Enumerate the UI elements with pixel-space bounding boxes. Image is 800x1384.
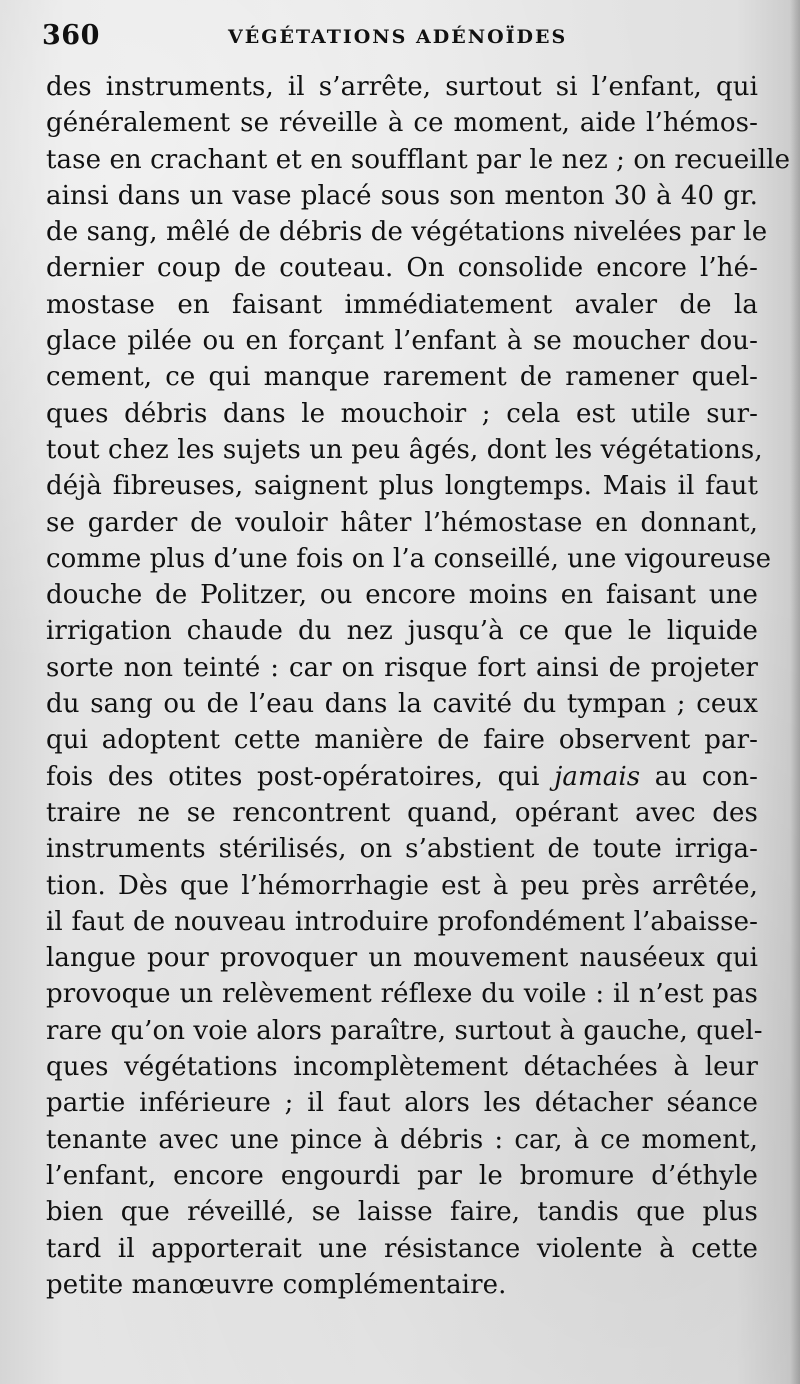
text-line-31: l’enfant, encore engourdi par le bromure d’éthyle <box>46 1160 758 1191</box>
running-title: VÉGÉTATIONS ADÉNOÏDES <box>228 26 568 48</box>
text-line-7: mostase en faisant immédiatement avaler de la <box>46 289 758 320</box>
text-line-27: rare qu’on voie alors paraître, surtout à gauche, quel- <box>46 1015 763 1046</box>
text-line-10: ques débris dans le mouchoir ; cela est utile sur- <box>46 398 758 429</box>
text-line-15: douche de Politzer, ou encore moins en faisant une <box>46 580 758 611</box>
text-line-13: se garder de vouloir hâter l’hémostase en donnant, <box>46 507 758 538</box>
text-line-17: sorte non teinté : car on risque fort ainsi de projeter <box>46 652 758 683</box>
text-line-20-end: au con- <box>654 761 758 792</box>
text-line-11: tout chez les sujets un peu âgés, dont les végétations, <box>46 434 763 465</box>
running-head <box>42 18 752 54</box>
text-line-8: glace pilée ou en forçant l’enfant à se moucher dou- <box>46 326 758 357</box>
page-number: 360 <box>42 20 100 51</box>
page-edge-shadow <box>790 0 800 1384</box>
text-line-2: généralement se réveille à ce moment, aide l’hémos- <box>46 108 758 139</box>
text-line-32: bien que réveillé, se laisse faire, tandis que plus <box>46 1197 758 1228</box>
text-line-19: qui adoptent cette manière de faire observent par- <box>46 725 758 756</box>
text-line-6: dernier coup de couteau. On consolide encore l’hé- <box>46 253 758 284</box>
text-line-24: il faut de nouveau introduire profondément l’abaisse- <box>46 906 758 937</box>
text-line-5: de sang, mêlé de débris de végétations nivelées par le <box>46 217 768 248</box>
text-line-20-start: fois des otites post-opératoires, qui <box>46 761 540 792</box>
text-line-26: provoque un relèvement réflexe du voile : il n’est pas <box>46 979 758 1010</box>
text-line-25: langue pour provoquer un mouvement nauséeux qui <box>46 943 758 974</box>
text-line-9: cement, ce qui manque rarement de ramener quel- <box>46 362 758 393</box>
body-text <box>46 69 791 1303</box>
italic-word: jamais <box>554 761 641 792</box>
text-line-33: tard il apporterait une résistance violente à cette <box>46 1233 758 1264</box>
text-line-3: tase en crachant et en soufflant par le nez ; on recueille <box>46 144 791 175</box>
text-line-21: traire ne se rencontrent quand, opérant avec des <box>46 797 758 828</box>
text-line-4: ainsi dans un vase placé sous son menton 30 à 40 gr. <box>46 180 758 211</box>
text-line-28: ques végétations incomplètement détachées à leur <box>46 1052 758 1083</box>
text-line-14: comme plus d’une fois on l’a conseillé, une vigoureuse <box>46 543 772 574</box>
text-line-12: déjà fibreuses, saignent plus longtemps. Mais il faut <box>46 471 758 502</box>
text-line-30: tenante avec une pince à débris : car, à ce moment, <box>46 1124 758 1155</box>
text-line-18: du sang ou de l’eau dans la cavité du tympan ; ceux <box>46 689 758 720</box>
text-line-20 <box>46 759 758 795</box>
text-line-23: tion. Dès que l’hémorrhagie est à peu près arrêtée, <box>46 870 758 901</box>
text-line-22: instruments stérilisés, on s’abstient de toute irriga- <box>46 834 758 865</box>
text-line-34: petite manœuvre complémentaire. <box>46 1269 507 1300</box>
text-line-29: partie inférieure ; il faut alors les détacher séance <box>46 1088 758 1119</box>
text-line-1: des instruments, il s’arrête, surtout si l’enfant, qui <box>46 72 758 102</box>
text-line-16: irrigation chaude du nez jusqu’à ce que le liquide <box>46 616 758 647</box>
